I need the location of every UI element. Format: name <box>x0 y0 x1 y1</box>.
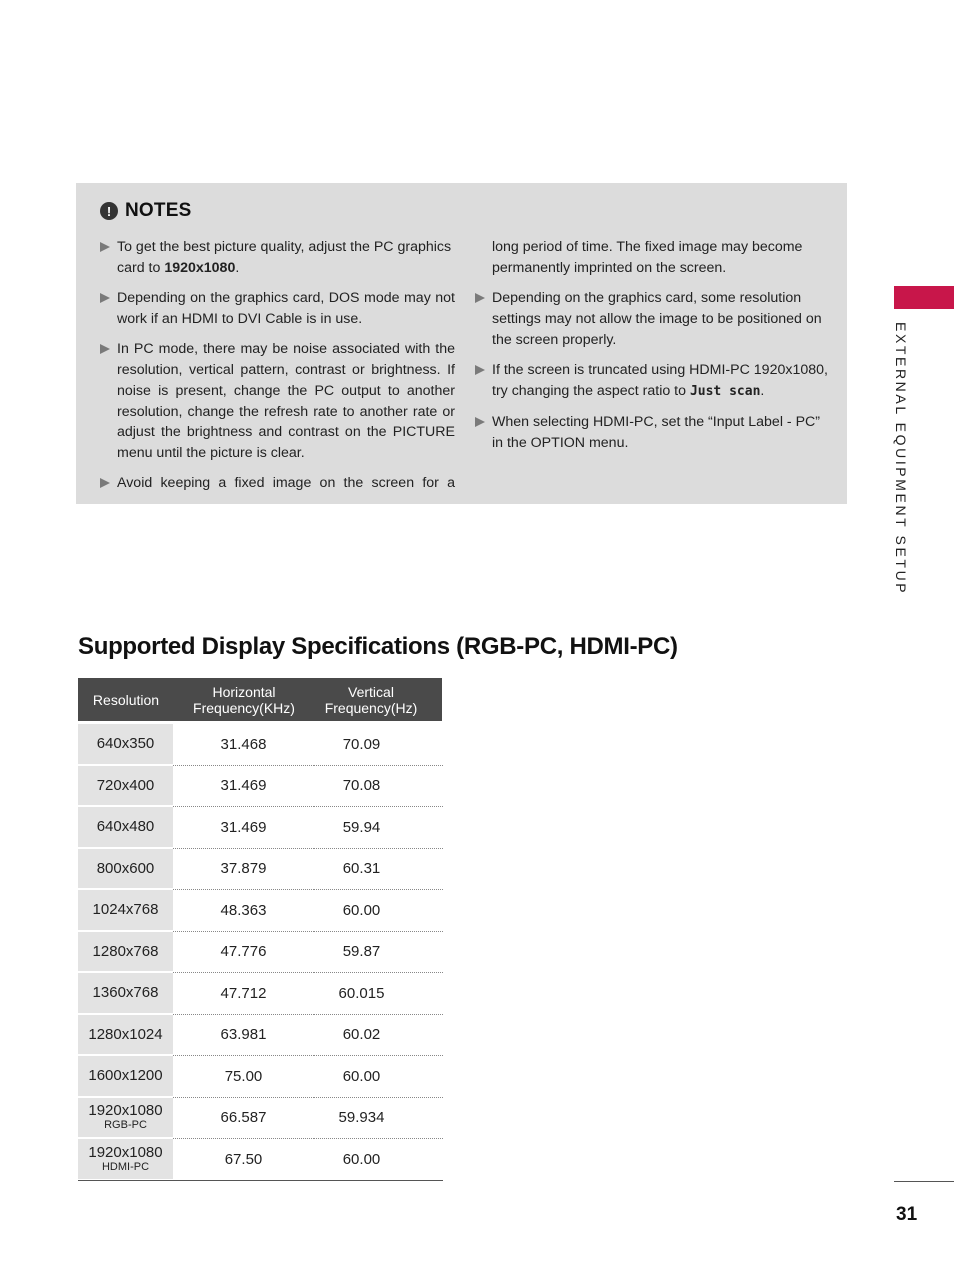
cell-horizontal-frequency: 66.587 <box>173 1098 314 1140</box>
cell-resolution <box>78 766 173 806</box>
cell-vertical-frequency <box>314 1139 443 1181</box>
side-section-label: EXTERNAL EQUIPMENT SETUP <box>893 322 909 596</box>
vertical-frequency-value: 59.94 <box>342 818 381 836</box>
cell-resolution <box>78 1015 173 1055</box>
cell-resolution <box>78 1056 173 1096</box>
table-row <box>78 807 443 849</box>
note-item: To get the best picture quality, adjust the PC graphics card to 1920x1080. <box>100 237 455 279</box>
note-item: When selecting HDMI-PC, set the “Input Label - PC” in the OPTION menu. <box>475 412 832 454</box>
resolution-source-label: HDMI-PC <box>101 1160 150 1173</box>
cell-vertical-frequency <box>314 1056 443 1098</box>
resolution-value: 640x480 <box>96 818 155 836</box>
vertical-frequency-value: 59.934 <box>338 1109 385 1127</box>
cell-vertical-frequency <box>314 890 443 932</box>
resolution-value: 640x350 <box>96 735 155 753</box>
table-row <box>78 849 443 891</box>
vertical-frequency-value: 60.00 <box>342 901 381 919</box>
section-title: Supported Display Specifications (RGB-PC, HDMI-PC) <box>78 633 678 660</box>
bullet-arrow-icon <box>475 417 485 427</box>
header-vertical-frequency: Vertical Frequency(Hz) <box>324 683 418 716</box>
header-horizontal-frequency: Horizontal Frequency(KHz) <box>193 683 295 716</box>
exclamation-icon: ! <box>100 202 118 220</box>
resolution-source-label: RGB-PC <box>104 1119 147 1132</box>
resolution-value: 1280x1024 <box>88 1025 163 1043</box>
cell-vertical-frequency <box>314 1098 443 1140</box>
table-row <box>78 890 443 932</box>
table-header <box>78 678 442 721</box>
page-number-rule <box>894 1181 954 1182</box>
note-item: Depending on the graphics card, DOS mode may not work if an HDMI to DVI Cable is in use. <box>100 288 455 330</box>
resolution-value: 1920x1080 <box>88 1143 163 1161</box>
note-item-continued: long period of time. The fixed image may become permanently imprinted on the screen. <box>492 239 803 276</box>
table-row <box>78 1056 443 1098</box>
vertical-frequency-value: 60.00 <box>342 1150 381 1168</box>
vertical-frequency-value: 60.02 <box>342 1026 381 1044</box>
note-item: If the screen is truncated using HDMI-PC 1920x1080, try changing the aspect ratio to Just scan. <box>475 360 832 403</box>
resolution-value: 1360x768 <box>92 984 159 1002</box>
cell-horizontal-frequency: 31.468 <box>173 724 314 766</box>
cell-resolution <box>78 807 173 847</box>
cell-horizontal-frequency: 63.981 <box>173 1015 314 1057</box>
header-resolution: Resolution <box>92 691 160 708</box>
cell-vertical-frequency <box>314 973 443 1015</box>
cell-vertical-frequency <box>314 932 443 974</box>
notes-left-column <box>100 237 455 504</box>
page-number: 31 <box>896 1204 918 1225</box>
resolution-value: 1280x768 <box>92 942 159 960</box>
table-row <box>78 766 443 808</box>
resolution-value: 800x600 <box>96 859 155 877</box>
notes-box <box>76 183 847 504</box>
section-tab-marker <box>894 286 954 309</box>
cell-resolution <box>78 1098 173 1138</box>
vertical-frequency-value: 59.87 <box>342 943 381 961</box>
note-item: Avoid keeping a fixed image on the screen for a <box>100 473 455 494</box>
notes-title: NOTES <box>125 200 192 221</box>
cell-resolution <box>78 849 173 889</box>
cell-horizontal-frequency: 48.363 <box>173 890 314 932</box>
bullet-arrow-icon <box>475 293 485 303</box>
cell-vertical-frequency <box>314 1015 443 1057</box>
cell-horizontal-frequency: 31.469 <box>173 766 314 808</box>
cell-horizontal-frequency: 47.776 <box>173 932 314 974</box>
table-row <box>78 1015 443 1057</box>
cell-resolution <box>78 1139 173 1179</box>
vertical-frequency-value: 60.31 <box>342 860 381 878</box>
resolution-value: 1920x1080 <box>88 1102 163 1120</box>
vertical-frequency-value: 70.09 <box>342 735 381 753</box>
cell-resolution <box>78 724 173 764</box>
note-item: Depending on the graphics card, some resolution settings may not allow the image to be positioned on the screen properly. <box>475 288 832 350</box>
table-row <box>78 1139 443 1181</box>
cell-resolution <box>78 932 173 972</box>
table-row <box>78 932 443 974</box>
table-row <box>78 973 443 1015</box>
resolution-value: 1600x1200 <box>88 1067 163 1085</box>
bullet-arrow-icon <box>100 293 110 303</box>
bullet-arrow-icon <box>100 344 110 354</box>
cell-resolution <box>78 890 173 930</box>
cell-horizontal-frequency: 67.50 <box>173 1139 314 1181</box>
table-row <box>78 1098 443 1140</box>
bullet-arrow-icon <box>475 365 485 375</box>
table-bottom-rule <box>78 1180 443 1181</box>
cell-vertical-frequency <box>314 807 443 849</box>
notes-header <box>100 200 191 222</box>
vertical-frequency-value: 60.015 <box>338 984 385 1002</box>
vertical-frequency-value: 70.08 <box>342 777 381 795</box>
bullet-arrow-icon <box>100 478 110 488</box>
notes-right-column <box>475 237 832 463</box>
table-body <box>78 724 443 1181</box>
cell-vertical-frequency <box>314 849 443 891</box>
cell-resolution <box>78 973 173 1013</box>
cell-horizontal-frequency: 47.712 <box>173 973 314 1015</box>
bullet-arrow-icon <box>100 242 110 252</box>
vertical-frequency-value: 60.00 <box>342 1067 381 1085</box>
cell-vertical-frequency <box>314 766 443 808</box>
cell-vertical-frequency <box>314 724 443 766</box>
cell-horizontal-frequency: 37.879 <box>173 849 314 891</box>
note-item: In PC mode, there may be noise associated with the resolution, vertical pattern, contrast or brightness. If noise is present, change the PC output to another resolution, change the refresh rate to another rate or adjust the brightness and contrast on the PICTURE menu until the picture is clear. <box>100 339 455 464</box>
table-row <box>78 724 443 766</box>
resolution-value: 720x400 <box>96 776 155 794</box>
resolution-value: 1024x768 <box>92 901 159 919</box>
cell-horizontal-frequency: 75.00 <box>173 1056 314 1098</box>
cell-horizontal-frequency: 31.469 <box>173 807 314 849</box>
